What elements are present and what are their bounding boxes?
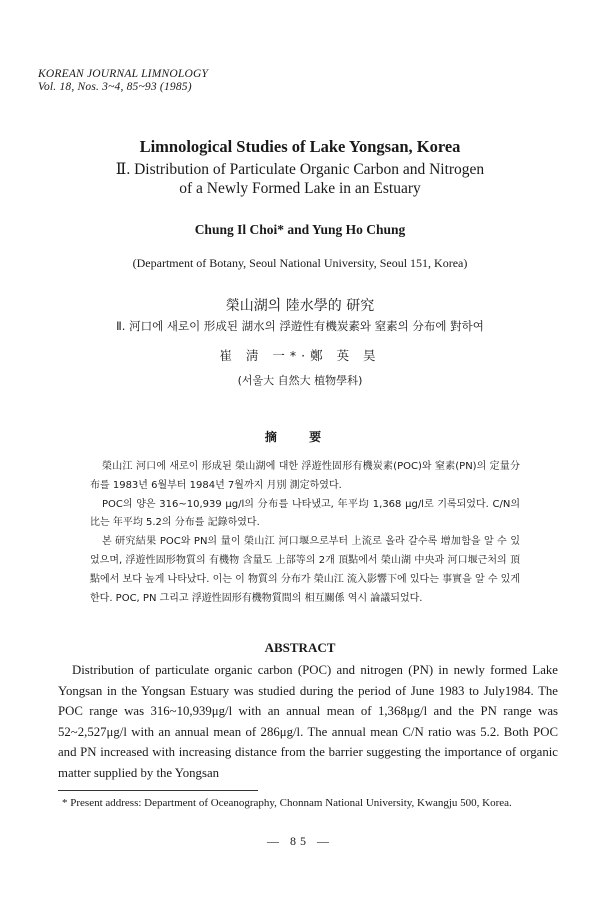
footnote-text: * Present address: Department of Oceanography, Chonnam National University, Kwangju 500, Korea. xyxy=(62,797,512,809)
affiliation: (Department of Botany, Seoul National University, Seoul 151, Korea) xyxy=(132,256,468,270)
korean-summary xyxy=(90,458,520,608)
korean-affiliation: (서울大 自然大 植物學科) xyxy=(237,374,363,387)
korean-title: 榮山湖의 陸水學的 研究 xyxy=(225,298,375,314)
korean-subtitle: Ⅱ. 河口에 새로이 形成된 湖水의 浮遊性有機炭素와 窒素의 分布에 對하여 xyxy=(116,319,484,333)
journal-name: KOREAN JOURNAL LIMNOLOGY xyxy=(38,68,209,80)
journal-header xyxy=(38,68,208,94)
footnote-rule xyxy=(58,790,258,791)
korean-summary-paragraph: POC의 양은 316~10,939 μg/l의 分布를 나타냈고, 年平均 1,368 μg/l로 기록되었다. C/N의 比는 年平均 5.2의 分布를 記錄하였다. xyxy=(90,498,520,529)
paper-subtitle-line2: of a Newly Formed Lake in an Estuary xyxy=(179,180,421,197)
abstract-body xyxy=(58,660,558,783)
page-number: — 85 — xyxy=(267,834,333,848)
authors: Chung Il Choi* and Yung Ho Chung xyxy=(194,222,406,237)
abstract-paragraph: Distribution of particulate organic carbon (POC) and nitrogen (PN) in newly formed Lake Yongsan in the Yongsan Estuary was studied during the period of June 1983 to July1984. The POC range was 316~10,939μg/l with an annual mean of 1,368μg/l and the PN range was 52~2,527μg/l with an annual mean of 286μg/l. The annual mean C/N ratio was 5.2. Both POC and PN increased with increasing distance from the barrier suggesting the importance of organic matter supplied by the Yongsan xyxy=(58,663,558,780)
paper-title: Limnological Studies of Lake Yongsan, Korea xyxy=(139,137,461,156)
korean-summary-paragraph: 본 研究結果 POC와 PN의 量이 榮山江 河口堰으로부터 上流로 올라 갈수록 增加함을 알 수 있었으며, 浮遊性固形物質의 有機物 含量도 上部等의 2개 頂點에서 榮山湖 中央과 河口堰근처의 頂點에서 보다 높게 나타났다. 이는 이 物質의 分布가 榮山江 流入影響下에 있다는 事實을 알 수 있게 한다. POC, PN 그리고 浮遊性固形有機物質間의 相互關係 역시 論議되었다. xyxy=(90,536,520,604)
footnote xyxy=(58,795,560,811)
paper-subtitle-line1: Ⅱ. Distribution of Particulate Organic Carbon and Nitrogen xyxy=(115,161,485,178)
journal-volume: Vol. 18, Nos. 3~4, 85~93 (1985) xyxy=(38,81,192,93)
korean-summary-paragraph: 榮山江 河口에 새로이 形成된 榮山湖에 대한 浮遊性固形有機炭素(POC)와 窒素(PN)의 定量分布를 1983년 6월부터 1984년 7월까지 月別 測定하였다. xyxy=(90,461,520,491)
korean-authors: 崔 淸 一*·鄭 英 昊 xyxy=(219,348,381,363)
korean-summary-heading: 摘 要 xyxy=(264,430,336,444)
abstract-heading: ABSTRACT xyxy=(264,640,336,655)
